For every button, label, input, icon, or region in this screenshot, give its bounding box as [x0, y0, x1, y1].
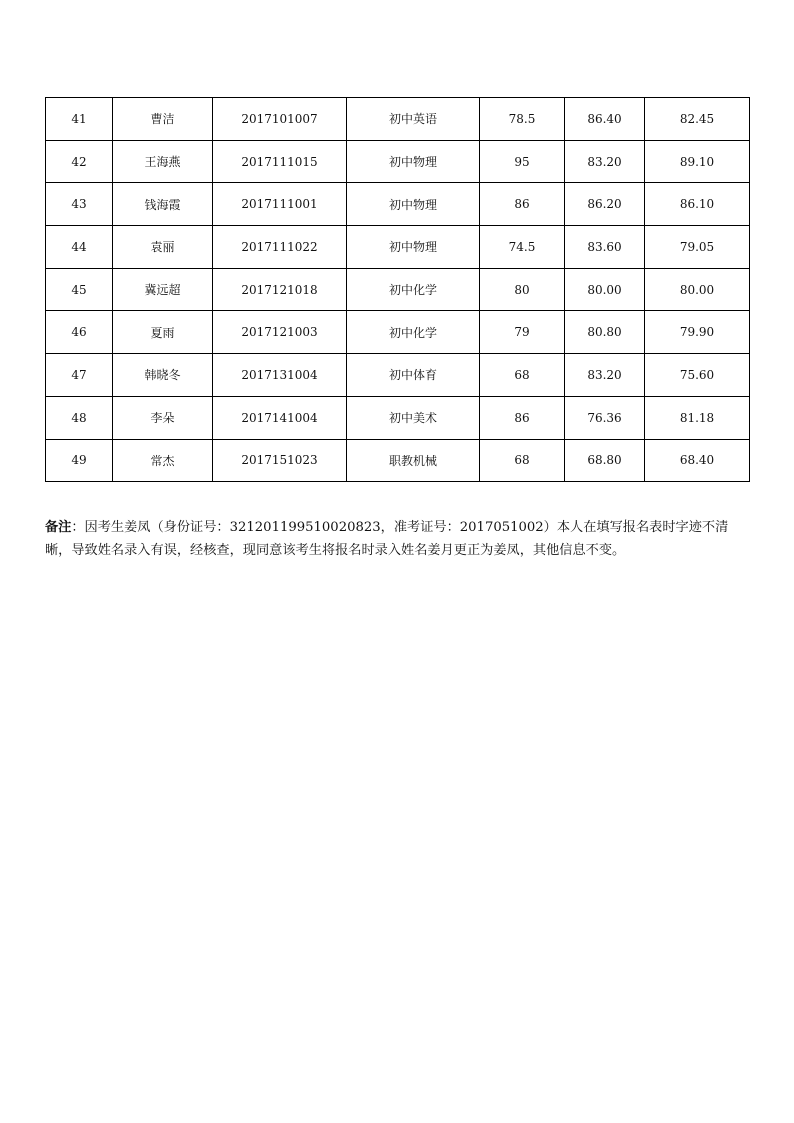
subject-cell: 初中美术: [347, 396, 480, 439]
row-number-cell: 49: [46, 439, 113, 482]
remark-text: ：因考生姜凤（身份证号：321201199510020823，准考证号：2017051002）本人在填写报名表时字迹不清晰，导致姓名录入有误，经核查，现同意该考生将报名时录入姓名姜月更正为姜凤，其他信息不变。: [45, 520, 729, 558]
total-score-cell: 75.60: [645, 354, 750, 397]
written-score-cell: 80: [480, 268, 565, 311]
exam-id-cell: 2017131004: [213, 354, 347, 397]
table-row: [46, 183, 750, 226]
row-number-cell: 48: [46, 396, 113, 439]
remark-label: 备注: [45, 520, 72, 535]
interview-score-cell: 80.80: [565, 311, 645, 354]
table-row: [46, 226, 750, 269]
exam-id-cell: 2017111015: [213, 140, 347, 183]
interview-score-cell: 80.00: [565, 268, 645, 311]
subject-cell: 初中体育: [347, 354, 480, 397]
candidate-name-cell: 袁丽: [113, 226, 213, 269]
candidate-name-cell: 夏雨: [113, 311, 213, 354]
row-number-cell: 41: [46, 98, 113, 141]
table-row: [46, 439, 750, 482]
written-score-cell: 86: [480, 183, 565, 226]
table-row: [46, 98, 750, 141]
candidate-name-cell: 冀远超: [113, 268, 213, 311]
table-row: [46, 311, 750, 354]
exam-id-cell: 2017141004: [213, 396, 347, 439]
interview-score-cell: 86.20: [565, 183, 645, 226]
exam-id-cell: 2017151023: [213, 439, 347, 482]
row-number-cell: 46: [46, 311, 113, 354]
subject-cell: 初中英语: [347, 98, 480, 141]
row-number-cell: 43: [46, 183, 113, 226]
table-row: [46, 140, 750, 183]
table-row: [46, 268, 750, 311]
written-score-cell: 74.5: [480, 226, 565, 269]
exam-id-cell: 2017121018: [213, 268, 347, 311]
total-score-cell: 86.10: [645, 183, 750, 226]
remark-note: [45, 516, 751, 562]
total-score-cell: 79.90: [645, 311, 750, 354]
candidate-name-cell: 韩晓冬: [113, 354, 213, 397]
written-score-cell: 68: [480, 439, 565, 482]
written-score-cell: 95: [480, 140, 565, 183]
total-score-cell: 89.10: [645, 140, 750, 183]
subject-cell: 初中物理: [347, 226, 480, 269]
interview-score-cell: 68.80: [565, 439, 645, 482]
score-table-body: [46, 98, 750, 482]
row-number-cell: 45: [46, 268, 113, 311]
interview-score-cell: 83.20: [565, 354, 645, 397]
row-number-cell: 47: [46, 354, 113, 397]
interview-score-cell: 76.36: [565, 396, 645, 439]
exam-id-cell: 2017121003: [213, 311, 347, 354]
subject-cell: 初中化学: [347, 311, 480, 354]
candidate-name-cell: 李朵: [113, 396, 213, 439]
interview-score-cell: 83.20: [565, 140, 645, 183]
table-row: [46, 354, 750, 397]
total-score-cell: 80.00: [645, 268, 750, 311]
exam-id-cell: 2017111001: [213, 183, 347, 226]
row-number-cell: 44: [46, 226, 113, 269]
table-row: [46, 396, 750, 439]
score-table: [45, 97, 750, 482]
total-score-cell: 81.18: [645, 396, 750, 439]
row-number-cell: 42: [46, 140, 113, 183]
subject-cell: 初中物理: [347, 183, 480, 226]
exam-id-cell: 2017101007: [213, 98, 347, 141]
written-score-cell: 78.5: [480, 98, 565, 141]
total-score-cell: 79.05: [645, 226, 750, 269]
written-score-cell: 79: [480, 311, 565, 354]
candidate-name-cell: 钱海霞: [113, 183, 213, 226]
written-score-cell: 68: [480, 354, 565, 397]
subject-cell: 初中化学: [347, 268, 480, 311]
candidate-name-cell: 常杰: [113, 439, 213, 482]
written-score-cell: 86: [480, 396, 565, 439]
candidate-name-cell: 曹洁: [113, 98, 213, 141]
subject-cell: 职教机械: [347, 439, 480, 482]
subject-cell: 初中物理: [347, 140, 480, 183]
candidate-name-cell: 王海燕: [113, 140, 213, 183]
exam-id-cell: 2017111022: [213, 226, 347, 269]
interview-score-cell: 83.60: [565, 226, 645, 269]
total-score-cell: 82.45: [645, 98, 750, 141]
interview-score-cell: 86.40: [565, 98, 645, 141]
total-score-cell: 68.40: [645, 439, 750, 482]
